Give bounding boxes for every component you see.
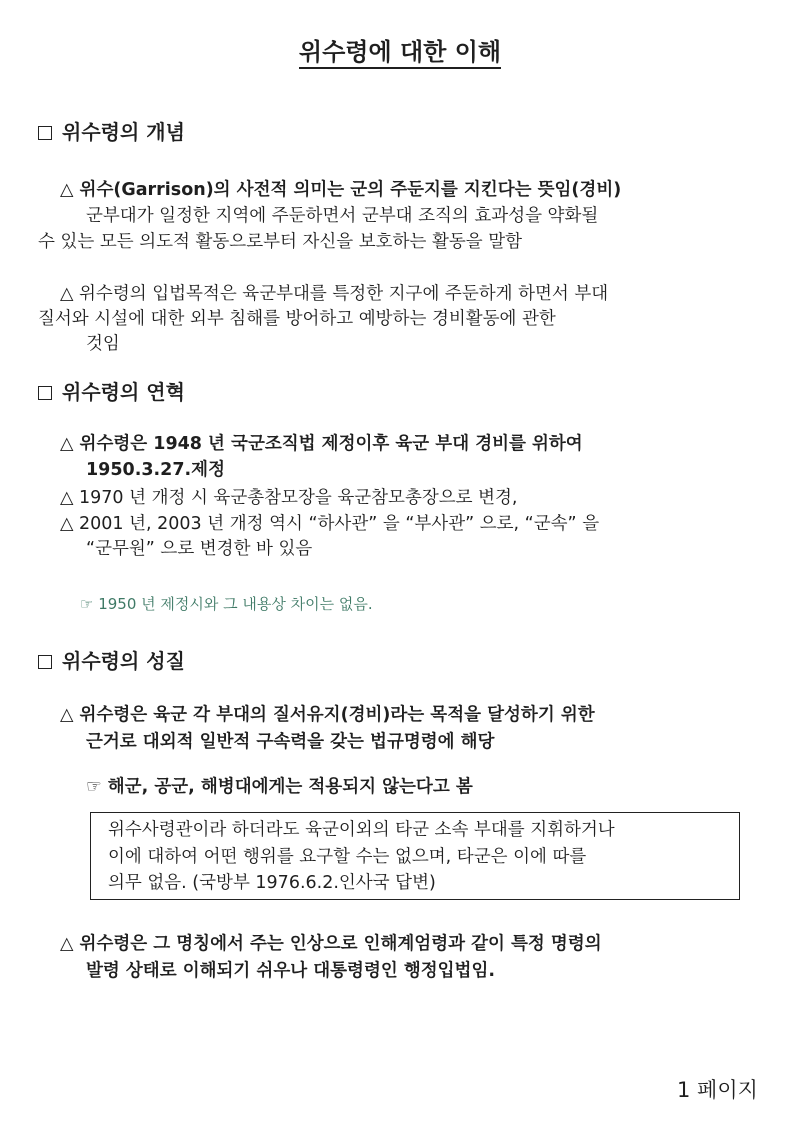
nature-line-1: △ 위수령은 육군 각 부대의 질서유지(경비)라는 목적을 달성하기 위한 bbox=[60, 705, 595, 725]
quote-line-3: 의무 없음. (국방부 1976.6.2.인사국 답변) bbox=[108, 873, 436, 893]
history-line-3: △ 1970 년 개정 시 육군총참모장을 육군참모총장으로 변경, bbox=[60, 488, 518, 508]
history-note: ☞ 1950 년 제정시와 그 내용상 차이는 없음. bbox=[80, 595, 373, 613]
square-bullet-icon bbox=[38, 126, 52, 140]
square-bullet-icon bbox=[38, 655, 52, 669]
section-heading-nature: 위수령의 성질 bbox=[38, 651, 185, 671]
concept-line-4: △ 위수령의 입법목적은 육군부대를 특정한 지구에 주둔하게 하면서 부대 bbox=[60, 284, 609, 304]
concept-line-3: 수 있는 모든 의도적 활동으로부터 자신을 보호하는 활동을 말함 bbox=[38, 232, 523, 252]
nature-final-line-2: 발령 상태로 이해되기 쉬우나 대통령령인 행정입법임. bbox=[86, 961, 496, 981]
section-heading-concept: 위수령의 개념 bbox=[38, 122, 185, 142]
square-bullet-icon bbox=[38, 386, 52, 400]
concept-line-6: 것임 bbox=[86, 334, 120, 354]
quote-line-1: 위수사령관이라 하더라도 육군이외의 타군 소속 부대를 지휘하거나 bbox=[108, 820, 615, 840]
quote-line-2: 이에 대하여 어떤 행위를 요구할 수는 없으며, 타군은 이에 따를 bbox=[108, 847, 587, 867]
history-line-1: △ 위수령은 1948 년 국군조직법 제정이후 육군 부대 경비를 위하여 bbox=[60, 434, 583, 454]
history-line-4: △ 2001 년, 2003 년 개정 역시 “하사관” 을 “부사관” 으로, “군속” 을 bbox=[60, 514, 600, 534]
history-line-2: 1950.3.27.제정 bbox=[86, 460, 225, 480]
nature-line-2: 근거로 대외적 일반적 구속력을 갖는 법규명령에 해당 bbox=[86, 732, 495, 752]
concept-line-5: 질서와 시설에 대한 외부 침해를 방어하고 예방하는 경비활동에 관한 bbox=[38, 309, 556, 329]
nature-pointer-line: ☞ 해군, 공군, 해병대에게는 적용되지 않는다고 봄 bbox=[86, 777, 473, 797]
nature-final-line-1: △ 위수령은 그 명칭에서 주는 인상으로 인해계엄령과 같이 특정 명령의 bbox=[60, 934, 602, 954]
page-number: 1 페이지 bbox=[677, 1078, 758, 1102]
concept-line-2: 군부대가 일정한 지역에 주둔하면서 군부대 조직의 효과성을 약화될 bbox=[86, 206, 599, 226]
history-line-5: “군무원” 으로 변경한 바 있음 bbox=[86, 539, 313, 559]
section-heading-history: 위수령의 연혁 bbox=[38, 382, 185, 402]
concept-line-1: △ 위수(Garrison)의 사전적 의미는 군의 주둔지를 지킨다는 뜻임(경비) bbox=[60, 180, 622, 200]
page-title: 위수령에 대한 이해 bbox=[0, 38, 800, 67]
